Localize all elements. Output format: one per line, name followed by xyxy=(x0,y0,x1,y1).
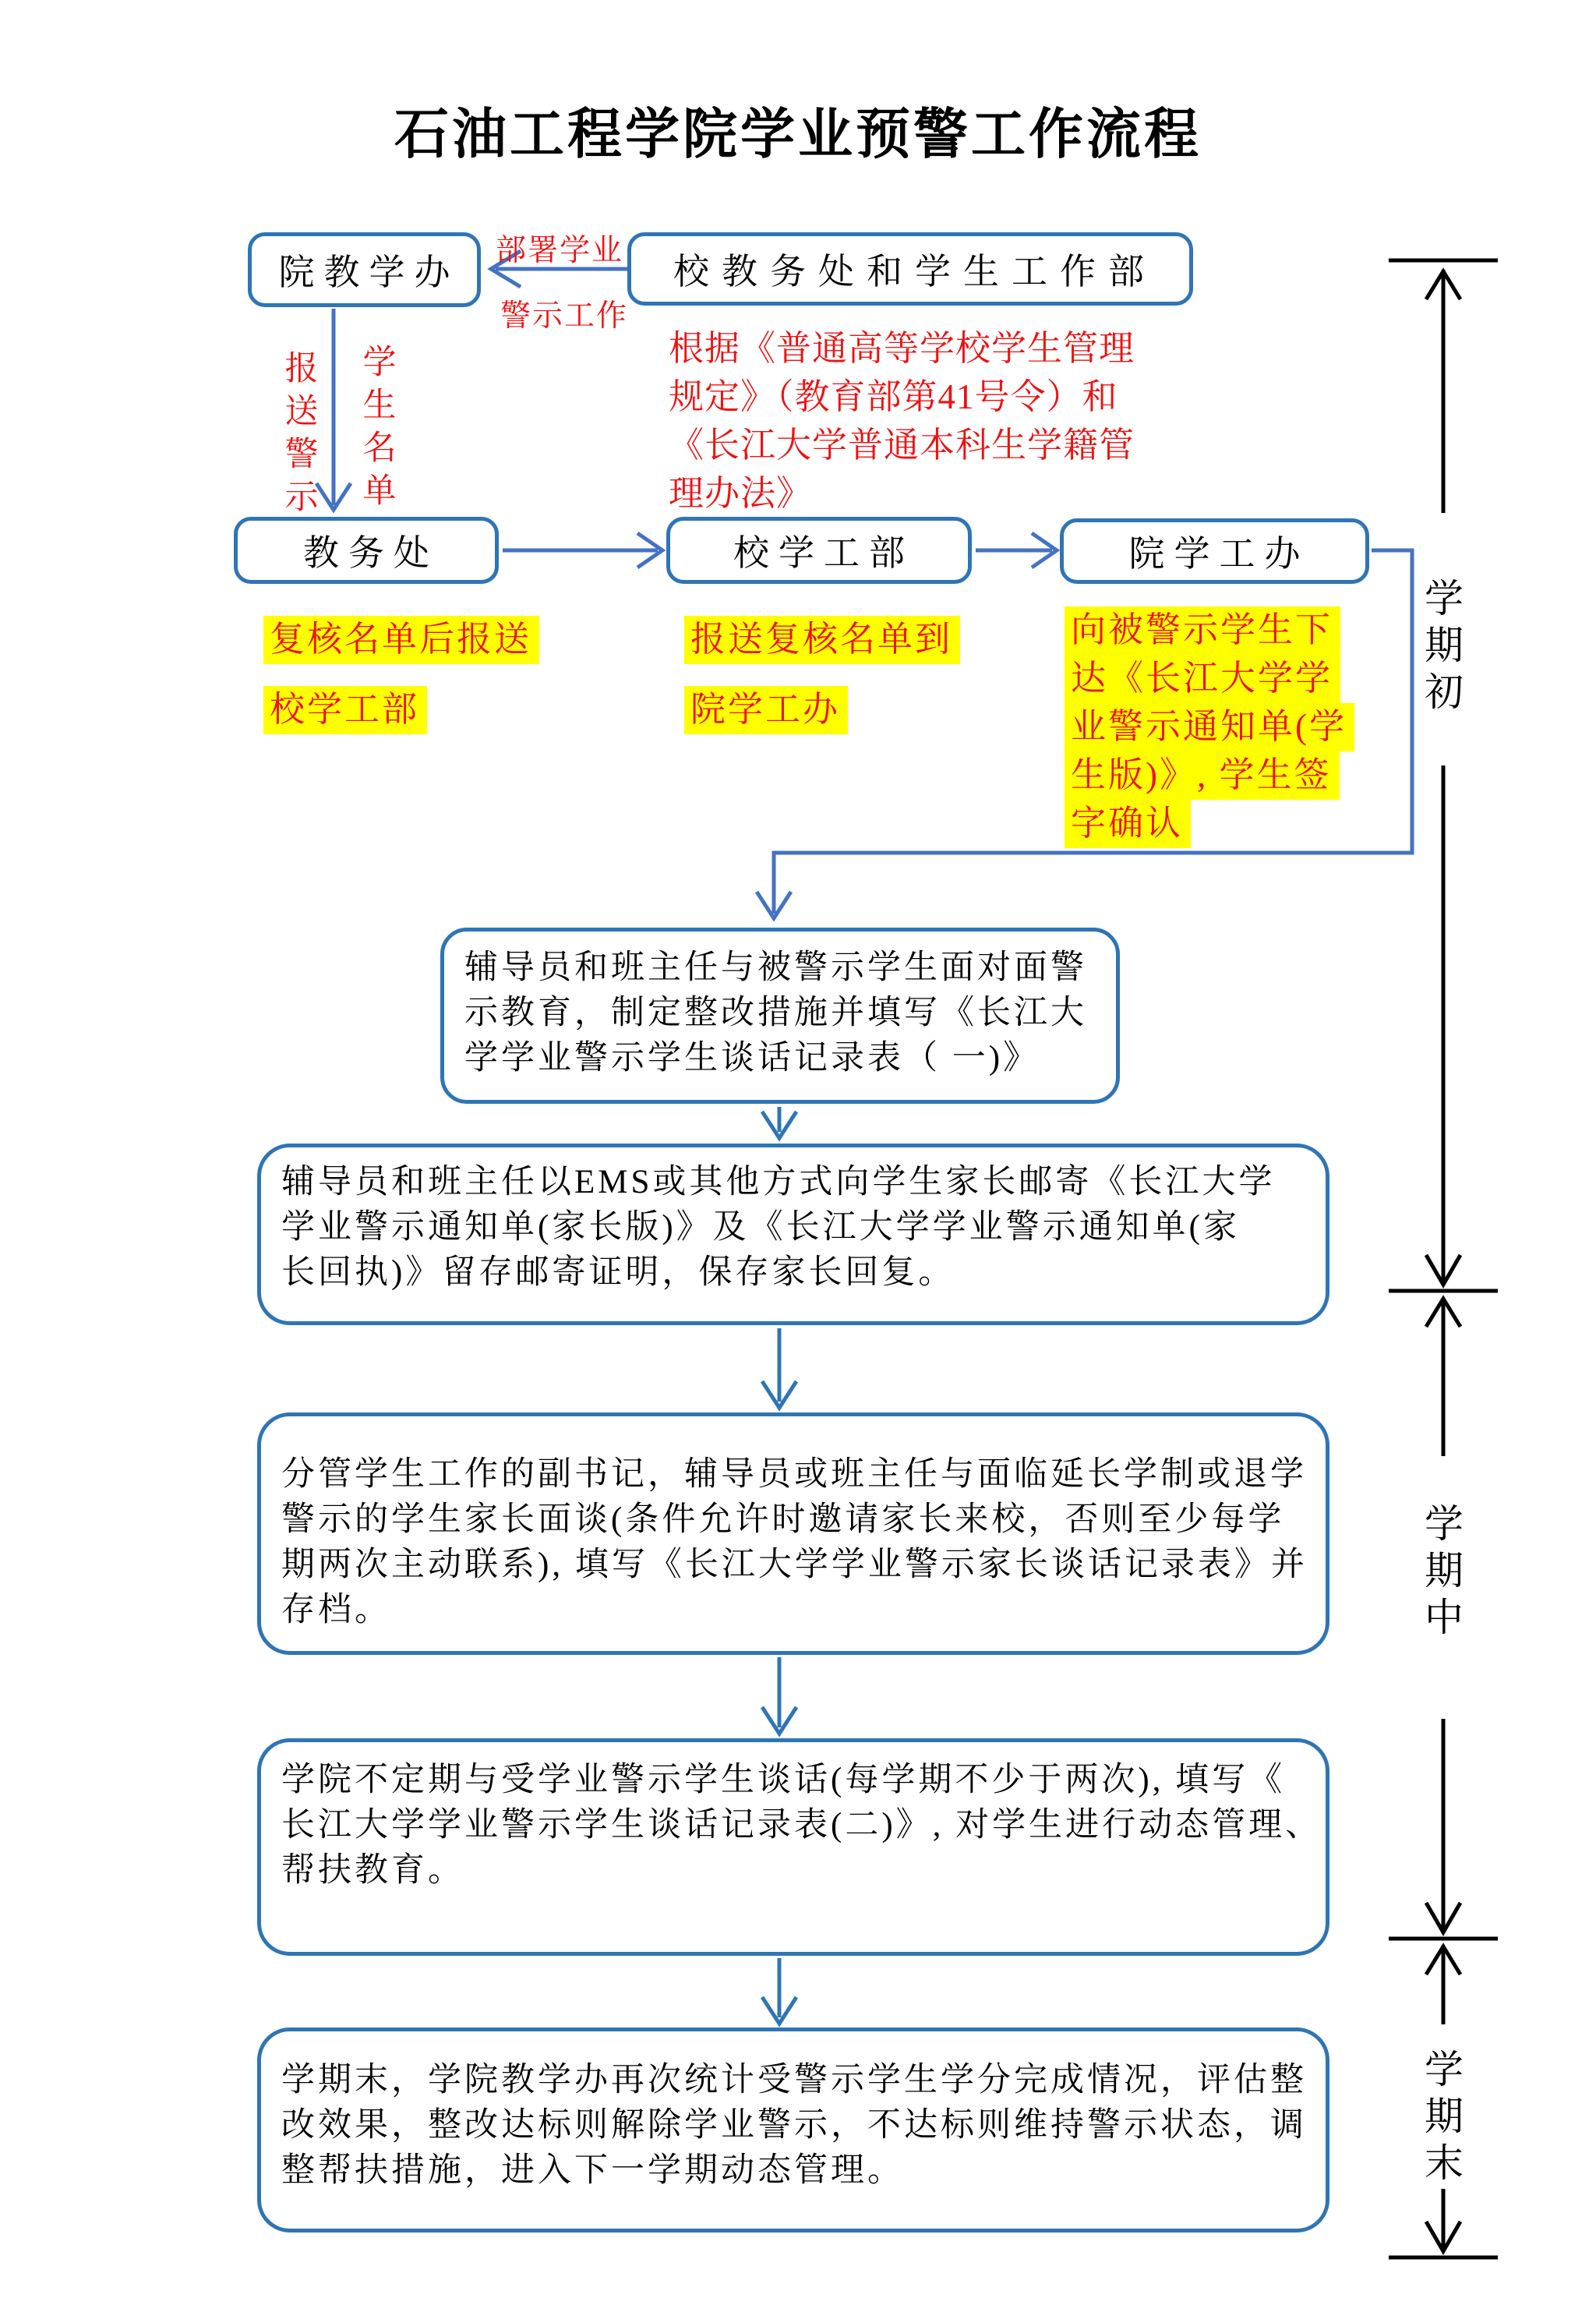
deploy-label-top: 部署学业 xyxy=(496,234,624,267)
parent-meeting-line: 警示的学生家长面谈(条件允许时邀请家长来校，否则至少每学 xyxy=(281,1501,1285,1538)
xuegongban-box xyxy=(1060,518,1369,584)
counseling-line: 辅导员和班主任与被警示学生面对面警 xyxy=(464,949,1087,986)
timeline-label-semester-start: 学期初 xyxy=(1425,577,1464,714)
timeline-down-arrow-icon xyxy=(1426,2222,1460,2251)
arrow-counseling-to-mail-head-icon xyxy=(762,1112,796,1138)
note-xuegongbu xyxy=(684,616,960,756)
arrow-report-head-icon xyxy=(316,483,351,510)
school-affairs-and-student-dept-box xyxy=(627,232,1193,306)
note-xuegongban xyxy=(1065,606,1354,848)
timeline-up-arrow-icon xyxy=(1426,1946,1460,1974)
regulation-line: 理办法》 xyxy=(669,474,813,513)
jiaowuchu-box xyxy=(234,517,499,584)
parent-meeting-line: 期两次主动联系), 填写《长江大学学业警示家长谈话记录表》并 xyxy=(281,1547,1308,1583)
parent-meeting-box xyxy=(257,1412,1329,1655)
timeline-down-arrow-icon xyxy=(1426,1903,1460,1932)
followup-line: 学院不定期与受学业警示学生谈话(每学期不少于两次), 填写《 xyxy=(281,1762,1286,1798)
jiaowuchu-label: 教务处 xyxy=(303,533,439,573)
dept-teaching-office-box xyxy=(248,232,481,307)
semester-end-line: 学期末，学院教学办再次统计受警示学生学分完成情况，评估整 xyxy=(281,2062,1307,2098)
highlighted-note-line: 校学工部 xyxy=(263,686,427,734)
followup-talks-box xyxy=(257,1738,1329,1956)
semester-end-line: 改效果，整改达标则解除学业警示，不达标则维持警示状态，调 xyxy=(281,2107,1307,2144)
counseling-line: 示教育，制定整改措施并填写《长江大 xyxy=(464,995,1087,1031)
highlighted-note-line: 业警示通知单(学 xyxy=(1065,703,1354,751)
followup-line: 帮扶教育。 xyxy=(281,1852,464,1889)
mail-line: 学业警示通知单(家长版)》及《长江大学学业警示通知单(家 xyxy=(281,1209,1240,1246)
parent-meeting-line: 分管学生工作的副书记，辅导员或班主任与面临延长学制或退学 xyxy=(281,1456,1307,1493)
highlighted-note-line: 报送复核名单到 xyxy=(684,616,960,664)
counseling-line: 学学业警示学生谈话记录表（ 一)》 xyxy=(464,1040,1040,1076)
highlighted-note-line: 达《长江大学学 xyxy=(1065,655,1340,703)
xuegongban-label: 院学工办 xyxy=(1128,534,1310,574)
regulation-note xyxy=(669,324,1135,518)
regulation-line: 《长江大学普通本科生学籍管 xyxy=(669,426,1135,465)
regulation-line: 根据《普通高等学校学生管理 xyxy=(669,329,1135,368)
followup-line: 长江大学学业警示学生谈话记录表(二)》, 对学生进行动态管理、 xyxy=(281,1807,1322,1844)
timeline-label-semester-mid: 学期中 xyxy=(1425,1502,1464,1639)
timeline-up-arrow-icon xyxy=(1426,1299,1460,1327)
timeline-up-arrow-icon xyxy=(1426,271,1460,299)
semester-end-line: 整帮扶措施，进入下一学期动态管理。 xyxy=(281,2152,904,2189)
connector-arrow-head-icon xyxy=(757,892,791,918)
regulation-line: 规定》（教育部第41号令）和 xyxy=(669,377,1118,416)
arrow-followup-to-semesterend-head-icon xyxy=(762,1997,796,2024)
counseling-box xyxy=(440,928,1120,1104)
note-jiaowuchu xyxy=(263,616,539,756)
xuegongbu-label: 校学工部 xyxy=(733,533,914,573)
parent-meeting-line: 存档。 xyxy=(281,1592,391,1628)
highlighted-note-line: 向被警示学生下 xyxy=(1065,606,1340,655)
highlighted-note-line: 院学工办 xyxy=(684,686,848,734)
mail-line: 辅导员和班主任以EMS或其他方式向学生家长邮寄《长江大学 xyxy=(281,1164,1276,1200)
mail-line: 长回执)》留存邮寄证明，保存家长回复。 xyxy=(281,1254,955,1291)
xuegongbu-box xyxy=(666,517,972,584)
timeline-down-arrow-icon xyxy=(1426,1255,1460,1285)
school-affairs-and-student-dept-label: 校教务处和学生工作部 xyxy=(673,252,1156,292)
page-title: 石油工程学院学业预警工作流程 xyxy=(394,104,1202,164)
highlighted-note-line: 复核名单后报送 xyxy=(263,616,539,664)
report-vertical-label-left: 报送警示 xyxy=(284,351,319,516)
dept-teaching-office-label: 院教学办 xyxy=(278,253,460,292)
deploy-label-bottom: 警示工作 xyxy=(500,299,629,333)
arrow-jiaowuchu-to-xuegongbu-head-icon xyxy=(637,533,662,567)
arrow-mail-to-parent-head-icon xyxy=(762,1381,796,1408)
semester-end-review-box xyxy=(257,2027,1329,2233)
highlighted-note-line: 生版)》, 学生签 xyxy=(1065,751,1340,800)
arrow-parent-to-followup-head-icon xyxy=(762,1707,796,1734)
report-vertical-label-right: 学生名单 xyxy=(362,345,397,510)
arrow-xuegongbu-to-xuegongban-head-icon xyxy=(1032,533,1057,567)
mail-to-parents-box xyxy=(257,1144,1329,1325)
timeline-label-semester-end: 学期末 xyxy=(1425,2048,1464,2185)
highlighted-note-line: 字确认 xyxy=(1065,800,1191,848)
